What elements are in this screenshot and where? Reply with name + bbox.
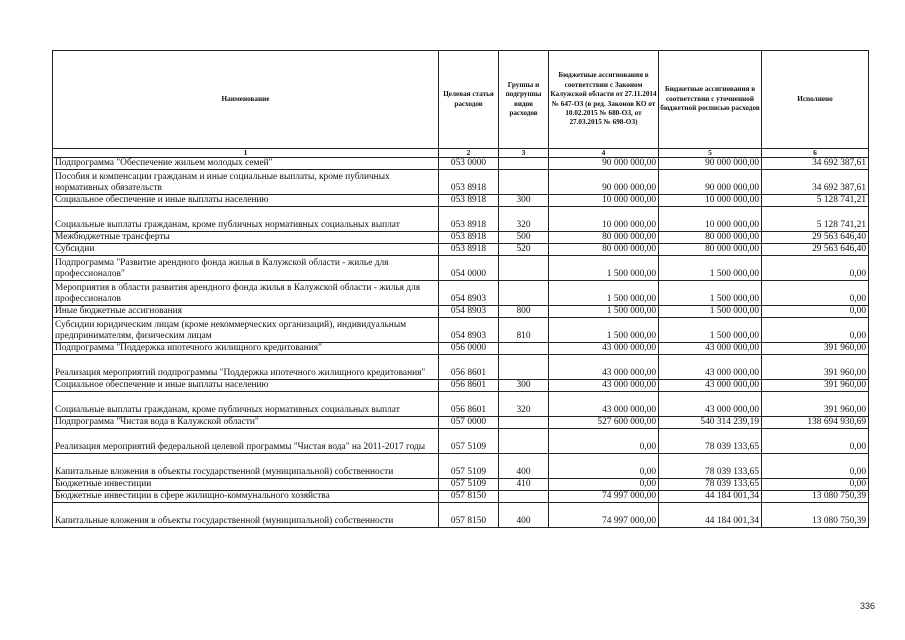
page-number: 336 [859, 601, 875, 611]
cell-target-article: 054 8903 [439, 306, 499, 318]
cell-plan-allocation: 44 184 001,34 [659, 503, 762, 528]
cell-target-article: 056 8601 [439, 392, 499, 417]
cell-law-allocation: 0,00 [549, 479, 659, 491]
cell-expense-group [499, 417, 549, 429]
cell-plan-allocation: 80 000 000,00 [659, 244, 762, 256]
cell-law-allocation: 527 600 000,00 [549, 417, 659, 429]
cell-target-article: 056 8601 [439, 355, 499, 380]
cell-target-article: 053 8918 [439, 170, 499, 195]
cell-expense-group [499, 429, 549, 454]
column-number: 6 [762, 149, 869, 158]
cell-plan-allocation: 90 000 000,00 [659, 170, 762, 195]
table-row [53, 503, 869, 528]
cell-law-allocation: 90 000 000,00 [549, 158, 659, 170]
table-row [53, 232, 869, 244]
cell-law-allocation: 0,00 [549, 429, 659, 454]
cell-expense-group [499, 281, 549, 306]
cell-target-article: 054 8903 [439, 281, 499, 306]
cell-law-allocation: 1 500 000,00 [549, 318, 659, 343]
cell-target-article: 053 0000 [439, 158, 499, 170]
cell-name: Социальное обеспечение и иные выплаты населению [53, 380, 439, 392]
cell-plan-allocation: 78 039 133,65 [659, 479, 762, 491]
cell-target-article: 053 8918 [439, 207, 499, 232]
cell-law-allocation: 74 997 000,00 [549, 503, 659, 528]
budget-execution-table [52, 50, 869, 528]
table-row [53, 454, 869, 479]
cell-target-article: 057 8150 [439, 503, 499, 528]
cell-target-article: 053 8918 [439, 244, 499, 256]
cell-target-article: 053 8918 [439, 232, 499, 244]
cell-plan-allocation: 78 039 133,65 [659, 429, 762, 454]
cell-plan-allocation: 90 000 000,00 [659, 158, 762, 170]
cell-target-article: 053 8918 [439, 195, 499, 207]
cell-law-allocation: 1 500 000,00 [549, 256, 659, 281]
cell-plan-allocation: 43 000 000,00 [659, 355, 762, 380]
cell-expense-group [499, 158, 549, 170]
cell-executed: 0,00 [762, 429, 869, 454]
cell-target-article: 057 0000 [439, 417, 499, 429]
cell-expense-group [499, 170, 549, 195]
cell-name: Социальные выплаты гражданам, кроме публичных нормативных социальных выплат [53, 207, 439, 232]
cell-law-allocation: 1 500 000,00 [549, 281, 659, 306]
cell-plan-allocation: 10 000 000,00 [659, 195, 762, 207]
cell-expense-group: 500 [499, 232, 549, 244]
cell-plan-allocation: 80 000 000,00 [659, 232, 762, 244]
cell-plan-allocation: 44 184 001,34 [659, 491, 762, 503]
table-row [53, 256, 869, 281]
cell-target-article: 056 8601 [439, 380, 499, 392]
column-number: 1 [53, 149, 439, 158]
cell-name: Межбюджетные трансферты [53, 232, 439, 244]
table-row [53, 355, 869, 380]
table-row [53, 343, 869, 355]
cell-expense-group: 400 [499, 454, 549, 479]
cell-plan-allocation: 43 000 000,00 [659, 380, 762, 392]
table-row [53, 244, 869, 256]
column-number: 5 [659, 149, 762, 158]
cell-name: Субсидии юридическим лицам (кроме некоммерческих организаций), индивидуальным предпринимателям, физическим лицам [53, 318, 439, 343]
cell-plan-allocation: 10 000 000,00 [659, 207, 762, 232]
cell-law-allocation: 80 000 000,00 [549, 244, 659, 256]
header-target-article: Целевая статья расходов [439, 51, 499, 149]
cell-name: Капитальные вложения в объекты государственной (муниципальной) собственности [53, 454, 439, 479]
cell-executed: 34 692 387,61 [762, 158, 869, 170]
cell-expense-group [499, 343, 549, 355]
cell-law-allocation: 90 000 000,00 [549, 170, 659, 195]
cell-executed: 13 080 750,39 [762, 491, 869, 503]
cell-name: Подпрограмма "Поддержка ипотечного жилищного кредитования" [53, 343, 439, 355]
cell-plan-allocation: 1 500 000,00 [659, 306, 762, 318]
header-plan-allocation: Бюджетные ассигнования в соответствии с уточненной бюджетной росписью расходов [659, 51, 762, 149]
cell-executed: 5 128 741,21 [762, 195, 869, 207]
cell-expense-group: 320 [499, 392, 549, 417]
table-row [53, 392, 869, 417]
cell-plan-allocation: 43 000 000,00 [659, 392, 762, 417]
cell-target-article: 054 8903 [439, 318, 499, 343]
cell-expense-group: 810 [499, 318, 549, 343]
cell-expense-group [499, 355, 549, 380]
cell-executed: 0,00 [762, 454, 869, 479]
cell-law-allocation: 10 000 000,00 [549, 195, 659, 207]
cell-name: Подпрограмма "Развитие арендного фонда жилья в Калужской области - жилье для профессионалов" [53, 256, 439, 281]
cell-executed: 0,00 [762, 281, 869, 306]
header-executed: Исполнено [762, 51, 869, 149]
cell-law-allocation: 1 500 000,00 [549, 306, 659, 318]
header-law-allocation: Бюджетные ассигнования в соответствии с Законом Калужской области от 27.11.2014 № 647-ОЗ (в ред. Законов КО от 10.02.2015 № 680-ОЗ, от 27.03.2015 № 698-ОЗ) [549, 51, 659, 149]
cell-executed: 0,00 [762, 318, 869, 343]
table-row [53, 158, 869, 170]
cell-plan-allocation: 1 500 000,00 [659, 256, 762, 281]
header-name: Наименование [53, 51, 439, 149]
table-row [53, 318, 869, 343]
cell-expense-group: 400 [499, 503, 549, 528]
cell-expense-group: 410 [499, 479, 549, 491]
cell-executed: 138 694 930,69 [762, 417, 869, 429]
table-row [53, 479, 869, 491]
header-row [53, 51, 869, 149]
column-number: 4 [549, 149, 659, 158]
cell-executed: 0,00 [762, 479, 869, 491]
table-body [53, 158, 869, 528]
cell-expense-group: 300 [499, 195, 549, 207]
table-row [53, 207, 869, 232]
cell-law-allocation: 43 000 000,00 [549, 392, 659, 417]
cell-name: Реализация мероприятий подпрограммы "Поддержка ипотечного жилищного кредитования" [53, 355, 439, 380]
cell-target-article: 054 0000 [439, 256, 499, 281]
cell-executed: 5 128 741,21 [762, 207, 869, 232]
cell-law-allocation: 43 000 000,00 [549, 355, 659, 380]
cell-expense-group [499, 491, 549, 503]
cell-executed: 29 563 646,40 [762, 244, 869, 256]
cell-target-article: 057 8150 [439, 491, 499, 503]
cell-executed: 391 960,00 [762, 380, 869, 392]
cell-expense-group: 800 [499, 306, 549, 318]
cell-expense-group: 320 [499, 207, 549, 232]
cell-name: Пособия и компенсации гражданам и иные социальные выплаты, кроме публичных нормативных обязательств [53, 170, 439, 195]
cell-target-article: 057 5109 [439, 429, 499, 454]
cell-target-article: 057 5109 [439, 479, 499, 491]
cell-name: Капитальные вложения в объекты государственной (муниципальной) собственности [53, 503, 439, 528]
cell-law-allocation: 0,00 [549, 454, 659, 479]
cell-executed: 13 080 750,39 [762, 503, 869, 528]
cell-law-allocation: 43 000 000,00 [549, 343, 659, 355]
cell-name: Подпрограмма "Обеспечение жильем молодых семей" [53, 158, 439, 170]
column-number: 2 [439, 149, 499, 158]
table-row [53, 491, 869, 503]
cell-executed: 0,00 [762, 256, 869, 281]
column-number-row [53, 149, 869, 158]
table-row [53, 281, 869, 306]
cell-plan-allocation: 78 039 133,65 [659, 454, 762, 479]
cell-law-allocation: 10 000 000,00 [549, 207, 659, 232]
cell-law-allocation: 80 000 000,00 [549, 232, 659, 244]
cell-name: Бюджетные инвестиции [53, 479, 439, 491]
cell-name: Социальное обеспечение и иные выплаты населению [53, 195, 439, 207]
cell-law-allocation: 74 997 000,00 [549, 491, 659, 503]
cell-executed: 0,00 [762, 306, 869, 318]
table-row [53, 306, 869, 318]
cell-expense-group [499, 256, 549, 281]
cell-expense-group: 300 [499, 380, 549, 392]
table-row [53, 380, 869, 392]
column-number: 3 [499, 149, 549, 158]
cell-name: Социальные выплаты гражданам, кроме публичных нормативных социальных выплат [53, 392, 439, 417]
cell-name: Бюджетные инвестиции в сфере жилищно-коммунального хозяйства [53, 491, 439, 503]
cell-target-article: 057 5109 [439, 454, 499, 479]
table-row [53, 195, 869, 207]
table-row [53, 429, 869, 454]
cell-executed: 391 960,00 [762, 343, 869, 355]
cell-law-allocation: 43 000 000,00 [549, 380, 659, 392]
cell-plan-allocation: 1 500 000,00 [659, 281, 762, 306]
cell-executed: 34 692 387,61 [762, 170, 869, 195]
header-expense-group: Группы и подгруппы видов расходов [499, 51, 549, 149]
table-row [53, 170, 869, 195]
cell-target-article: 056 0000 [439, 343, 499, 355]
cell-name: Субсидии [53, 244, 439, 256]
cell-name: Иные бюджетные ассигнования [53, 306, 439, 318]
cell-name: Реализация мероприятий федеральной целевой программы "Чистая вода" на 2011-2017 годы [53, 429, 439, 454]
cell-executed: 29 563 646,40 [762, 232, 869, 244]
cell-expense-group: 520 [499, 244, 549, 256]
cell-executed: 391 960,00 [762, 392, 869, 417]
cell-name: Подпрограмма "Чистая вода в Калужской области" [53, 417, 439, 429]
cell-name: Мероприятия в области развития арендного фонда жилья в Калужской области - жилья для профессионалов [53, 281, 439, 306]
cell-plan-allocation: 43 000 000,00 [659, 343, 762, 355]
cell-plan-allocation: 1 500 000,00 [659, 318, 762, 343]
cell-executed: 391 960,00 [762, 355, 869, 380]
table-row [53, 417, 869, 429]
cell-plan-allocation: 540 314 239,19 [659, 417, 762, 429]
